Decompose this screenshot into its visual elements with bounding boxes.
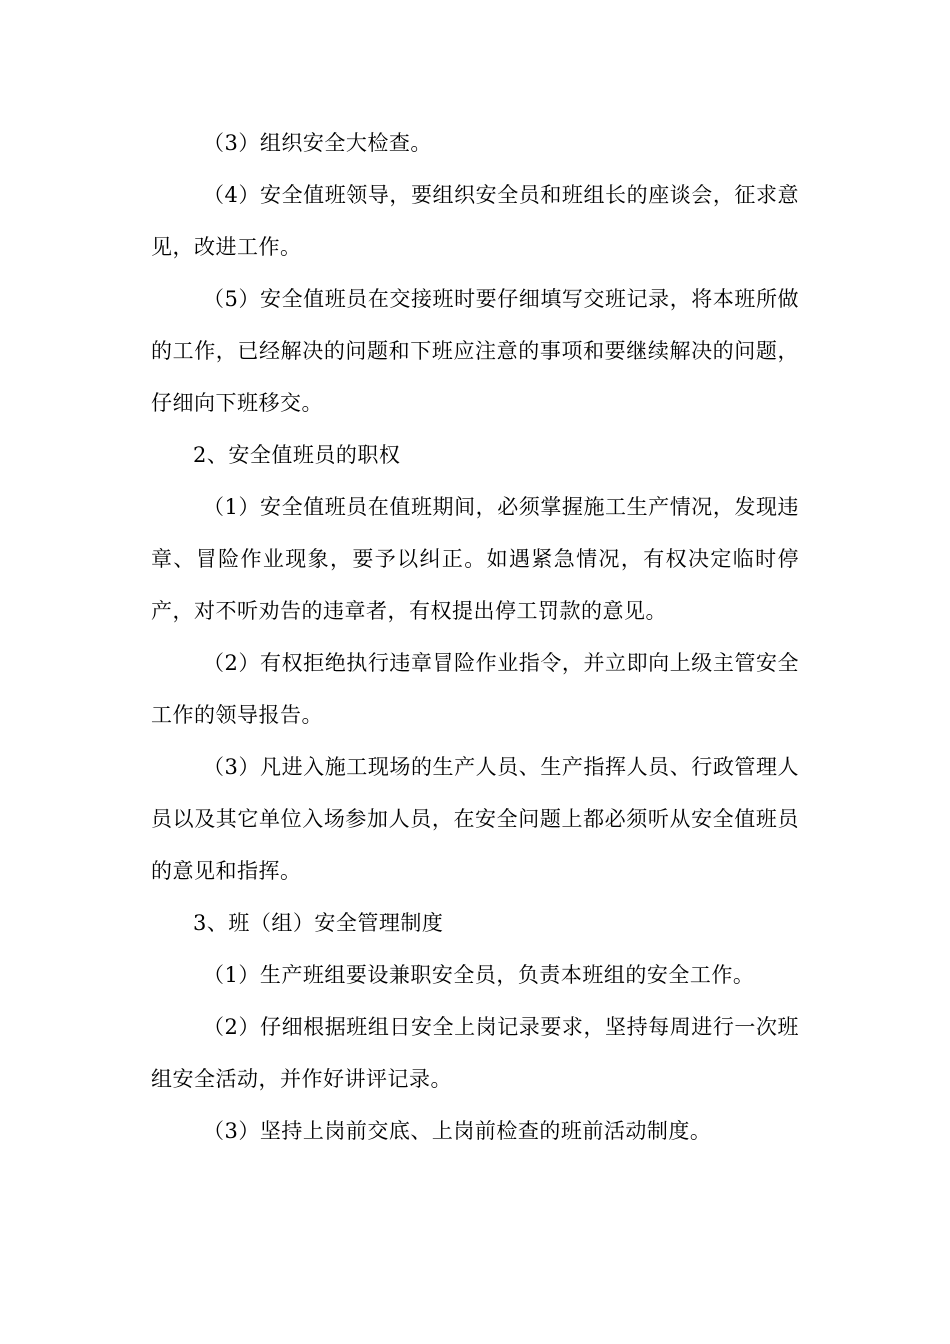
document-body	[151, 117, 799, 1157]
paragraph-item-3-safety-inspection: （3）组织安全大检查。	[203, 131, 432, 155]
section-heading-2-duty-officer-authority: 2、安全值班员的职权	[193, 443, 401, 467]
paragraph-item-3-pre-shift-briefing: （3）坚持上岗前交底、上岗前检查的班前活动制度。	[203, 1119, 712, 1143]
paragraph-item-1-team-safety-officer: （1）生产班组要设兼职安全员，负责本班组的安全工作。	[203, 963, 755, 987]
paragraph-item-4-duty-leader-meeting: （4）安全值班领导，要组织安全员和班组长的座谈会，征求意见，改进工作。	[151, 183, 799, 259]
section-heading-3-team-safety-system: 3、班（组）安全管理制度	[193, 911, 444, 935]
paragraph-item-2-refuse-violations: （2）有权拒绝执行违章冒险作业指令，并立即向上级主管安全工作的领导报告。	[151, 651, 799, 727]
paragraph-item-2-weekly-activity: （2）仔细根据班组日安全上岗记录要求，坚持每周进行一次班组安全活动，并作好讲评记录。	[151, 1015, 799, 1091]
paragraph-item-3-obey-duty-officer: （3）凡进入施工现场的生产人员、生产指挥人员、行政管理人员以及其它单位入场参加人员，在安全问题上都必须听从安全值班员的意见和指挥。	[151, 755, 799, 883]
paragraph-item-1-duty-officer-powers: （1）安全值班员在值班期间，必须掌握施工生产情况，发现违章、冒险作业现象，要予以纠正。如遇紧急情况，有权决定临时停产，对不听劝告的违章者，有权提出停工罚款的意见。	[151, 495, 799, 623]
paragraph-item-5-shift-handover: （5）安全值班员在交接班时要仔细填写交班记录，将本班所做的工作，已经解决的问题和下班应注意的事项和要继续解决的问题，仔细向下班移交。	[151, 287, 799, 415]
